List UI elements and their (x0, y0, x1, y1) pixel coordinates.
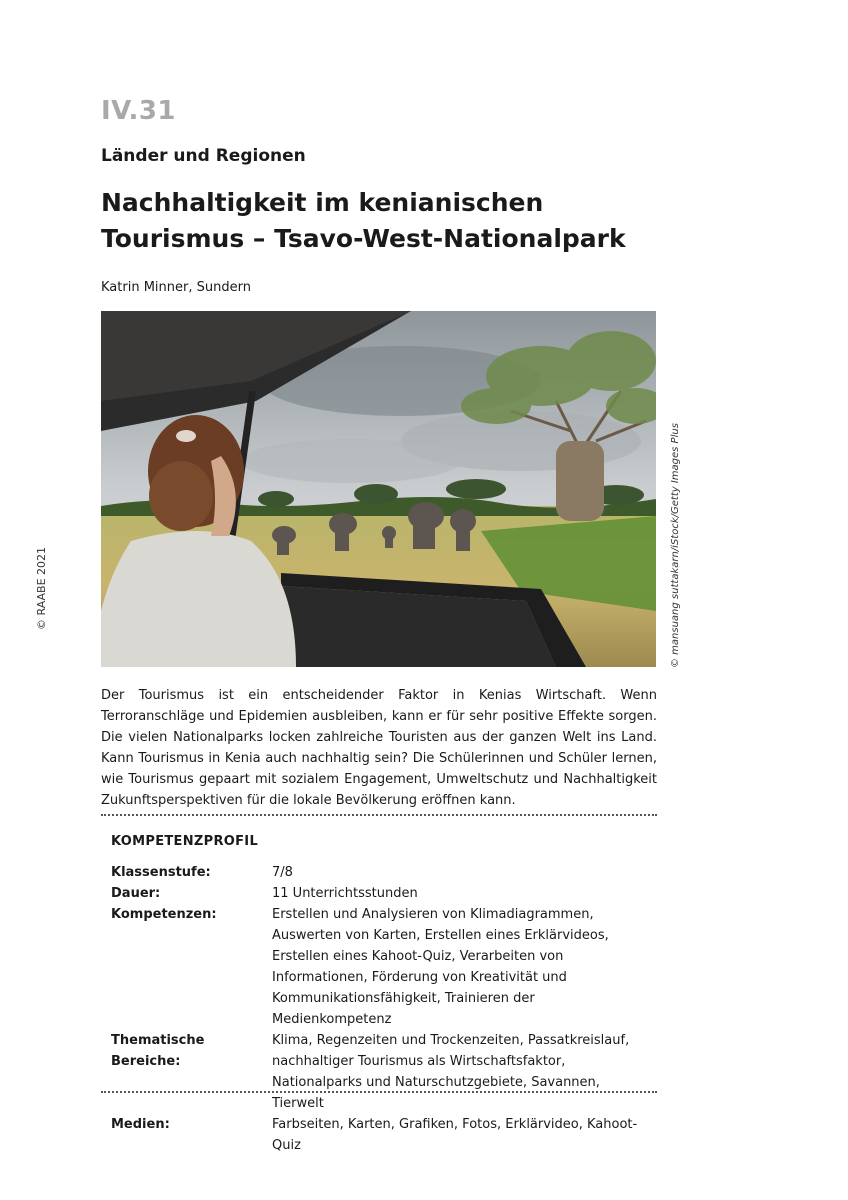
profile-label: Dauer: (111, 886, 161, 901)
profile-value: 7/8 (272, 865, 293, 880)
profile-value: Farbseiten, Karten, Grafiken, Fotos, Erklärvideo, Kahoot-Quiz (272, 1117, 638, 1153)
profile-value: Erstellen und Analysieren von Klimadiagrammen, Auswerten von Karten, Erstellen eines Erklärvideos, Erstellen eines Kahoot-Quiz, Verarbeiten von Informationen, Förderung von Kreativität und Kommunikationsfähigkeit, Trainieren der Medienkompetenz (272, 907, 609, 1027)
page-title (101, 185, 701, 257)
intro-paragraph: Der Tourismus ist ein entscheidender Faktor in Kenias Wirtschaft. Wenn Terroranschläge und Epidemien ausbleiben, kann er für sehr positive Effekte sorgen. Die vielen Nationalparks locken zahlreiche Touristen aus der ganzen Welt ins Land. Kann Tourismus in Kenia auch nachhaltig sein? Die Schülerinnen und Schüler lernen, wie Tourismus gepaart mit sozialem Engagement, Umweltschutz und Nachhaltigkeit Zukunftsperspektiven für die lokale Bevölkerung eröffnen kann. (101, 688, 657, 808)
title-line-2: Tourismus – Tsavo-West-Nationalpark (101, 224, 626, 253)
divider-top (101, 814, 657, 816)
profile-row (111, 883, 651, 904)
competence-profile (111, 862, 651, 1156)
profile-label: Kompetenzen: (111, 907, 217, 922)
profile-value: Klima, Regenzeiten und Trockenzeiten, Passatkreislauf, nachhaltiger Tourismus als Wirtschaftsfaktor, Nationalparks und Naturschutzgebiete, Savannen, Tierwelt (272, 1033, 630, 1111)
profile-label: Medien: (111, 1117, 170, 1132)
profile-row (111, 1030, 651, 1114)
profile-heading: KOMPETENZPROFIL (111, 834, 259, 849)
divider-bottom (101, 1091, 657, 1093)
title-line-1: Nachhaltigkeit im kenianischen (101, 188, 544, 217)
safari-photo (101, 311, 656, 667)
author: Katrin Minner, Sundern (101, 280, 251, 295)
profile-value: 11 Unterrichtsstunden (272, 886, 418, 901)
profile-row (111, 1114, 651, 1156)
profile-label: Thematische Bereiche: (111, 1033, 205, 1069)
profile-row (111, 904, 651, 1030)
profile-row (111, 862, 651, 883)
copyright-margin-note: © RAABE 2021 (35, 546, 48, 630)
section-label: Länder und Regionen (101, 146, 306, 166)
unit-code: IV.31 (101, 96, 177, 126)
profile-label: Klassenstufe: (111, 865, 211, 880)
photo-credit: © mansuang suttakarn/iStock/Getty Images Plus (670, 423, 681, 668)
safari-illustration (101, 311, 656, 667)
